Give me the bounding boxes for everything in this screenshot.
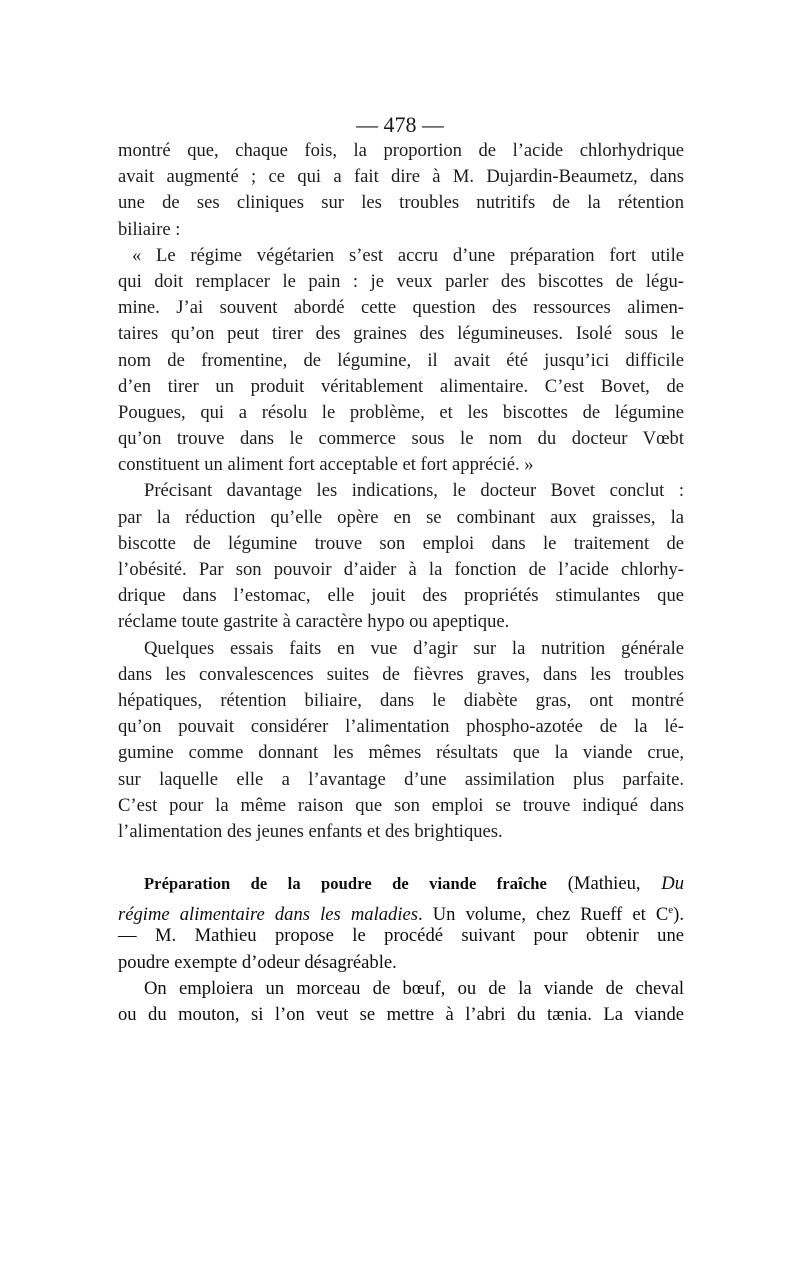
section-citation-line <box>118 897 685 926</box>
section-heading-rest: (Mathieu, <box>546 873 662 895</box>
citation-sup: e <box>668 904 674 917</box>
section-heading-italic: Du <box>661 873 684 895</box>
text-line: qu’on pouvait considérer l’alimentation phospho-azotée de la lé- <box>118 716 684 738</box>
text-line: qu’on trouve dans le commerce sous le nom du docteur Vœbt <box>118 428 684 450</box>
citation-title: régime alimentaire dans les maladies <box>118 904 418 926</box>
text-line: d’en tirer un produit véritablement alimentaire. C’est Bovet, de <box>118 375 684 397</box>
text-line: sur laquelle elle a l’avantage d’une assimilation plus parfaite. <box>118 768 684 790</box>
text-line: montré que, chaque fois, la proportion de l’acide chlorhydrique <box>118 140 684 161</box>
text-line: mine. J’ai souvent abordé cette question des ressources alimen- <box>118 297 684 319</box>
text-line: biliaire : <box>118 218 181 240</box>
section-gap <box>118 845 684 871</box>
text-line: « Le régime végétarien s’est accru d’une préparation fort utile <box>132 244 684 266</box>
citation-rest: . Un volume, chez Rueff et C <box>418 904 669 926</box>
text-line: hépatiques, rétention biliaire, dans le diabète gras, ont montré <box>118 689 684 711</box>
text-line: poudre exempte d’odeur désagréable. <box>118 951 397 973</box>
section-heading-line <box>118 871 684 897</box>
text-line: l’alimentation des jeunes enfants et des brightiques. <box>118 820 503 842</box>
text-line: gumine comme donnant les mêmes résultats que la viande crue, <box>118 742 684 764</box>
text-line: une de ses cliniques sur les troubles nutritifs de la rétention <box>118 192 684 214</box>
text-line: taires qu’on peut tirer des graines des légumineuses. Isolé sous le <box>118 323 684 345</box>
text-line: Pougues, qui a résolu le problème, et les biscottes de légumine <box>118 401 684 423</box>
section-heading: Préparation de la poudre de viande fraîche <box>144 874 547 894</box>
text-line: réclame toute gastrite à caractère hypo ou apeptique. <box>118 611 510 633</box>
text-line: drique dans l’estomac, elle jouit des propriétés stimulantes que <box>118 585 684 607</box>
text-line: constituent un aliment fort acceptable et fort apprécié. » <box>118 454 534 476</box>
text-line: l’obésité. Par son pouvoir d’aider à la fonction de l’acide chlorhy- <box>118 559 684 580</box>
page-number: — 478 — <box>356 112 444 137</box>
text-line: nom de fromentine, de légumine, il avait été jusqu’ici difficile <box>118 349 684 371</box>
text-line: On emploiera un morceau de bœuf, ou de la viande de cheval <box>144 977 684 999</box>
citation-end: ). <box>673 904 685 926</box>
text-line: Quelques essais faits en vue d’agir sur la nutrition générale <box>144 637 684 659</box>
text-line: dans les convalescences suites de fièvres graves, dans les troubles <box>118 663 684 685</box>
text-line: ou du mouton, si l’on veut se mettre à l’abri du tænia. La viande <box>118 1004 684 1025</box>
text-line: avait augmenté ; ce qui a fait dire à M. Dujardin-Beaumetz, dans <box>118 166 684 188</box>
text-line: par la réduction qu’elle opère en se combinant aux graisses, la <box>118 506 684 528</box>
text-line: C’est pour la même raison que son emploi se trouve indiqué dans <box>118 794 684 816</box>
text-line: biscotte de légumine trouve son emploi dans le traitement de <box>118 532 684 554</box>
text-line: — M. Mathieu propose le procédé suivant pour obtenir une <box>118 925 684 947</box>
body-text <box>118 138 684 1028</box>
text-line: Précisant davantage les indications, le docteur Bovet conclut : <box>144 480 684 502</box>
text-line: qui doit remplacer le pain : je veux parler des biscottes de légu- <box>118 270 684 292</box>
